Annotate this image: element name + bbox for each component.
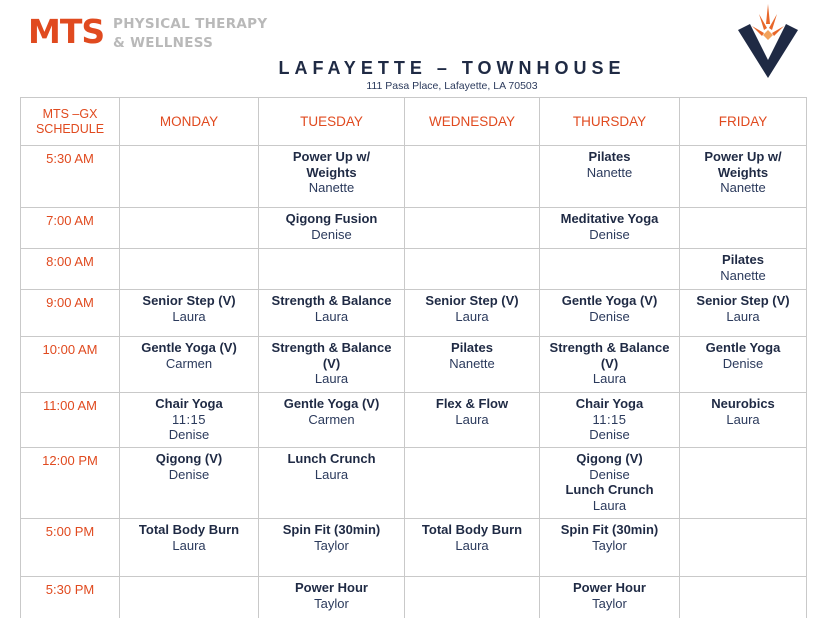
- instructor-name: Nanette: [720, 180, 766, 195]
- instructor-name: Denise: [168, 466, 210, 482]
- class-name: Qigong (V): [576, 451, 643, 466]
- slot-cell-friday: [680, 577, 807, 618]
- class-name-continued: (V): [322, 355, 341, 371]
- time-slot-label: 5:00 PM: [21, 519, 120, 577]
- day-header-friday: FRIDAY: [680, 98, 807, 146]
- instructor-name: Laura: [726, 308, 760, 324]
- slot-cell-tuesday: [259, 146, 405, 208]
- slot-cell-friday: [680, 448, 807, 519]
- slot-cell-tuesday: [259, 393, 405, 448]
- instructor-name: Denise: [311, 226, 352, 242]
- class-name: Neurobics: [711, 396, 775, 411]
- slot-cell-friday: [680, 146, 807, 208]
- instructor-name: Denise: [168, 427, 210, 442]
- class-name: Qigong (V): [155, 451, 223, 466]
- corner-line-2: SCHEDULE: [35, 121, 105, 136]
- slot-cell-monday: [120, 519, 259, 577]
- instructor-name: Laura: [314, 371, 349, 386]
- slot-cell-thursday: [540, 146, 680, 208]
- schedule-row: [21, 208, 807, 249]
- schedule-row: [21, 146, 807, 208]
- class-name: Gentle Yoga (V): [561, 293, 658, 308]
- slot-cell-wednesday: [405, 393, 540, 448]
- instructor-name: Denise: [589, 226, 630, 242]
- instructor-name: Laura: [172, 537, 206, 553]
- class-name: Senior Step (V): [425, 293, 519, 308]
- schedule-row: [21, 577, 807, 618]
- class-name: Power Hour: [573, 580, 646, 595]
- slot-cell-friday: [680, 249, 807, 290]
- schedule-body: [21, 146, 807, 618]
- instructor-name: Denise: [722, 355, 764, 371]
- slot-cell-wednesday: [405, 146, 540, 208]
- day-header-wednesday: WEDNESDAY: [405, 98, 540, 146]
- instructor-name: Nanette: [449, 355, 495, 371]
- slot-cell-wednesday: [405, 448, 540, 519]
- slot-cell-tuesday: [259, 519, 405, 577]
- class-name: Pilates: [722, 252, 764, 267]
- group-exercise-schedule-table: [20, 97, 807, 618]
- day-header-thursday: THURSDAY: [540, 98, 680, 146]
- instructor-name: Taylor: [314, 595, 349, 611]
- time-slot-label: 5:30 AM: [21, 146, 120, 208]
- time-slot-label: 11:00 AM: [21, 393, 120, 448]
- slot-cell-thursday: [540, 208, 680, 249]
- class-name: Chair Yoga: [155, 396, 223, 411]
- instructor-name: Laura: [314, 466, 349, 482]
- slot-cell-tuesday: [259, 208, 405, 249]
- instructor-name: Denise: [589, 466, 630, 482]
- class-start-time: 11:15: [171, 411, 207, 427]
- time-slot-label: 9:00 AM: [21, 290, 120, 337]
- slot-cell-tuesday: [259, 577, 405, 618]
- class-name: Strength & Balance: [549, 340, 670, 355]
- class-name: Power Hour: [295, 580, 368, 595]
- time-slot-label: 12:00 PM: [21, 448, 120, 519]
- corner-line-1: MTS –GX: [42, 106, 98, 121]
- slot-cell-wednesday: [405, 290, 540, 337]
- location-title: LAFAYETTE – TOWNHOUSE: [278, 58, 626, 78]
- schedule-row: [21, 290, 807, 337]
- instructor-name: Carmen: [165, 355, 213, 371]
- instructor-name: Laura: [314, 308, 349, 324]
- logo-line-wellness: & WELLNESS: [113, 35, 214, 51]
- slot-cell-wednesday: [405, 519, 540, 577]
- instructor-name: Laura: [455, 411, 489, 427]
- class-name: Pilates: [451, 340, 493, 355]
- class-name: Senior Step (V): [142, 293, 236, 308]
- day-header-row: [21, 98, 807, 146]
- class-name: Gentle Yoga (V): [141, 340, 237, 355]
- schedule-row: [21, 249, 807, 290]
- schedule-corner-label: [21, 98, 120, 146]
- slot-cell-thursday: [540, 577, 680, 618]
- class-name: Pilates: [588, 149, 631, 164]
- slot-cell-monday: [120, 577, 259, 618]
- slot-cell-wednesday: [405, 249, 540, 290]
- time-slot-label: 7:00 AM: [21, 208, 120, 249]
- class-name: Spin Fit (30min): [560, 522, 659, 537]
- instructor-name: Laura: [726, 411, 760, 427]
- instructor-name: Laura: [455, 537, 489, 553]
- schedule-row: [21, 337, 807, 393]
- slot-cell-tuesday: [259, 448, 405, 519]
- slot-cell-friday: [680, 393, 807, 448]
- slot-cell-friday: [680, 519, 807, 577]
- day-header-monday: MONDAY: [120, 98, 259, 146]
- slot-cell-thursday: [540, 290, 680, 337]
- instructor-name: Denise: [589, 427, 630, 442]
- slot-cell-monday: [120, 337, 259, 393]
- class-name: Strength & Balance: [271, 340, 392, 355]
- class-name: Lunch Crunch: [565, 482, 654, 497]
- instructor-name: Laura: [172, 308, 206, 324]
- slot-cell-friday: [680, 290, 807, 337]
- class-name: Gentle Yoga (V): [283, 396, 380, 411]
- slot-cell-tuesday: [259, 249, 405, 290]
- instructor-name: Nanette: [308, 180, 355, 195]
- class-name: Qigong Fusion: [285, 211, 378, 226]
- class-name: Chair Yoga: [575, 396, 644, 411]
- time-slot-label: 10:00 AM: [21, 337, 120, 393]
- slot-cell-thursday: [540, 337, 680, 393]
- class-name: Power Up w/: [704, 149, 782, 164]
- time-slot-label: 8:00 AM: [21, 249, 120, 290]
- mts-logo-text: MTS: [28, 12, 105, 51]
- class-name: Gentle Yoga: [705, 340, 781, 355]
- class-name: Meditative Yoga: [560, 211, 659, 226]
- class-name: Total Body Burn: [138, 522, 240, 537]
- slot-cell-tuesday: [259, 290, 405, 337]
- slot-cell-monday: [120, 146, 259, 208]
- slot-cell-wednesday: [405, 577, 540, 618]
- class-name-continued: Weights: [306, 164, 357, 180]
- class-name: Lunch Crunch: [287, 451, 376, 466]
- instructor-name: Laura: [592, 497, 627, 513]
- slot-cell-thursday: [540, 249, 680, 290]
- time-slot-label: 5:30 PM: [21, 577, 120, 618]
- slot-cell-monday: [120, 290, 259, 337]
- class-name: Senior Step (V): [696, 293, 790, 308]
- class-name-continued: (V): [600, 355, 619, 371]
- day-header-tuesday: TUESDAY: [259, 98, 405, 146]
- schedule-row: [21, 448, 807, 519]
- class-name: Spin Fit (30min): [282, 522, 381, 537]
- class-start-time: 11:15: [592, 411, 627, 427]
- slot-cell-monday: [120, 249, 259, 290]
- class-name-continued: Weights: [717, 164, 769, 180]
- slot-cell-wednesday: [405, 337, 540, 393]
- logo-subtitle: [113, 15, 267, 53]
- instructor-name: Taylor: [592, 595, 627, 611]
- slot-cell-monday: [120, 208, 259, 249]
- instructor-name: Nanette: [720, 267, 766, 283]
- schedule-row: [21, 393, 807, 448]
- slot-cell-monday: [120, 448, 259, 519]
- schedule-row: [21, 519, 807, 577]
- instructor-name: Nanette: [586, 164, 633, 180]
- class-name: Flex & Flow: [435, 396, 509, 411]
- instructor-name: Denise: [589, 308, 630, 324]
- class-name: Strength & Balance: [271, 293, 392, 308]
- slot-cell-thursday: [540, 448, 680, 519]
- slot-cell-tuesday: [259, 337, 405, 393]
- instructor-name: Carmen: [308, 411, 355, 427]
- location-address: 111 Pasa Place, Lafayette, LA 70503: [366, 80, 538, 92]
- instructor-name: Laura: [455, 308, 489, 324]
- slot-cell-friday: [680, 337, 807, 393]
- instructor-name: Taylor: [314, 537, 349, 553]
- instructor-name: Laura: [592, 371, 627, 386]
- slot-cell-thursday: [540, 393, 680, 448]
- slot-cell-thursday: [540, 519, 680, 577]
- instructor-name: Taylor: [592, 537, 627, 553]
- logo-line-physical-therapy: PHYSICAL THERAPY: [113, 16, 268, 32]
- slot-cell-friday: [680, 208, 807, 249]
- slot-cell-monday: [120, 393, 259, 448]
- class-name: Power Up w/: [292, 149, 371, 164]
- slot-cell-wednesday: [405, 208, 540, 249]
- class-name: Total Body Burn: [421, 522, 523, 537]
